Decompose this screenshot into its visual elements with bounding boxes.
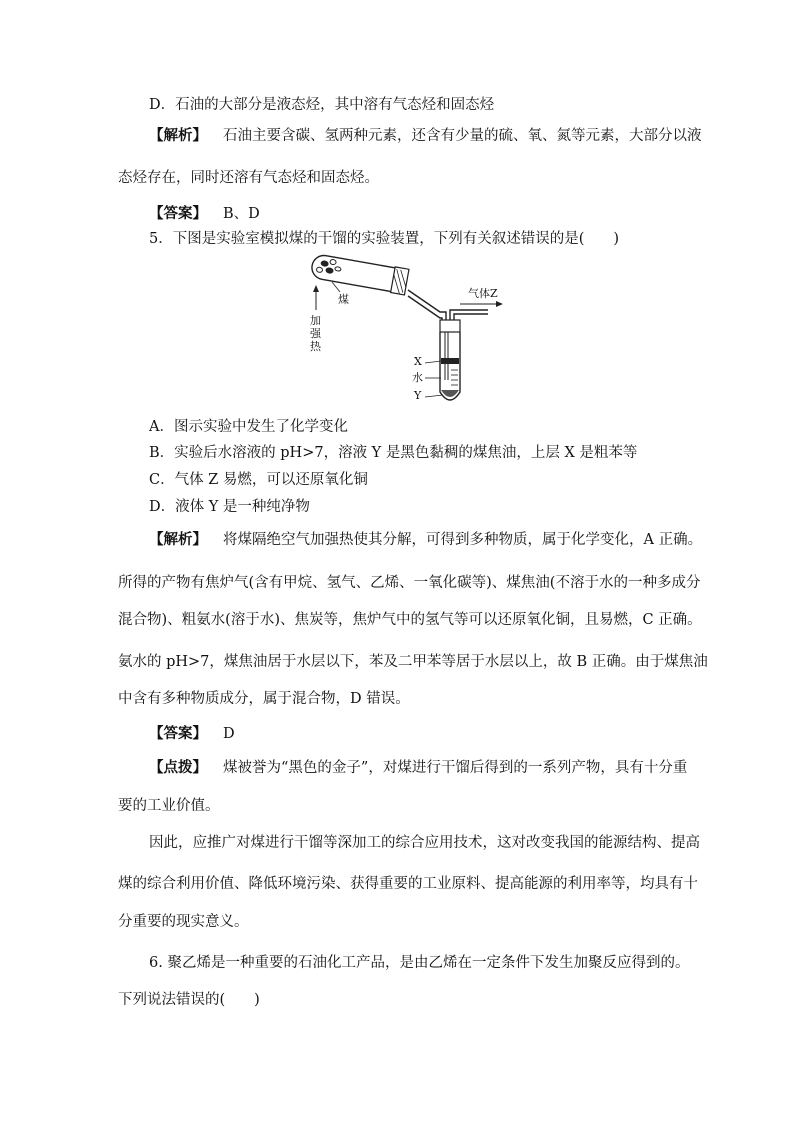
analysis-line-1 [149,126,702,146]
option-d-line: D．石油的大部分是液态烃，其中溶有气态烃和固态烃 [149,97,495,113]
hint-tag: 【点拨】 [149,759,207,776]
answer-5-tag: 【答案】 [149,725,207,742]
answer-5 [149,724,235,744]
explanation-line-5: 中含有多种物质成分，属于混合物，D 错误。 [118,691,410,707]
answer-tag: 【答案】 [149,205,207,222]
option-a: A．图示实验中发生了化学变化 [149,419,348,435]
hint-text: 煤被誉为“黑色的金子”，对煤进行干馏后得到的一系列产物，具有十分重 [223,760,688,776]
explanation-line-2: 所得的产物有焦炉气(含有甲烷、氢气、乙烯、一氧化碳等)、煤焦油(不溶于水的一种多成分 [118,575,701,591]
para-line-3: 分重要的现实意义。 [118,914,249,930]
para-line-1: 因此，应推广对煤进行干馏等深加工的综合应用技术，这对改变我国的能源结构、提高 [149,835,700,851]
gas-z-label: 气体Z [468,287,498,300]
apparatus-figure [300,252,520,412]
analysis-text: 石油主要含碳、氢两种元素，还含有少量的硫、氧、氮等元素，大部分以液 [223,128,702,144]
analysis-tag: 【解析】 [149,127,207,144]
coal-label: 煤 [338,293,349,306]
explanation-line-1 [149,530,702,550]
question-5: 5．下图是实验室模拟煤的干馏的实验装置，下列有关叙述错误的是( ) [149,231,620,247]
apparatus-diagram [300,252,520,412]
hint-line-2: 要的工业价值。 [118,798,220,814]
explanation-tag: 【解析】 [149,531,207,548]
hint-line-1 [149,758,687,778]
question-6-line-2: 下列说法错误的( ) [118,992,260,1008]
explanation-line-4: 氨水的 pH>7，煤焦油居于水层以下，苯及二甲苯等居于水层以上，故 B 正确。由于煤焦油 [118,654,708,670]
heat-label: 加强热 [310,314,321,353]
explanation-text: 将煤隔绝空气加强热使其分解，可得到多种物质，属于化学变化，A 正确。 [223,532,703,548]
option-b: B．实验后水溶液的 pH>7，溶液 Y 是黑色黏稠的煤焦油，上层 X 是粗苯等 [149,445,638,461]
para-line-2: 煤的综合利用价值、降低环境污染、获得重要的工业原料、提高能源的利用率等，均具有十 [118,876,698,892]
explanation-line-3: 混合物)、粗氨水(溶于水)、焦炭等，焦炉气中的氢气等可以还原氧化铜，且易燃，C 正确。 [118,612,702,628]
option-c: C．气体 Z 易燃，可以还原氧化铜 [149,472,368,488]
water-label: 水 [412,371,423,384]
question-6-line-1: 6. 聚乙烯是一种重要的石油化工产品，是由乙烯在一定条件下发生加聚反应得到的。 [149,955,690,971]
option-d: D．液体 Y 是一种纯净物 [149,499,310,515]
analysis-line-2: 态烃存在，同时还溶有气态烃和固态烃。 [118,170,379,186]
x-label: X [414,355,422,368]
answer-5-text: D [223,726,235,742]
y-label: Y [414,389,422,402]
answer-text: B、D [223,206,260,222]
answer-line-1 [149,204,260,224]
